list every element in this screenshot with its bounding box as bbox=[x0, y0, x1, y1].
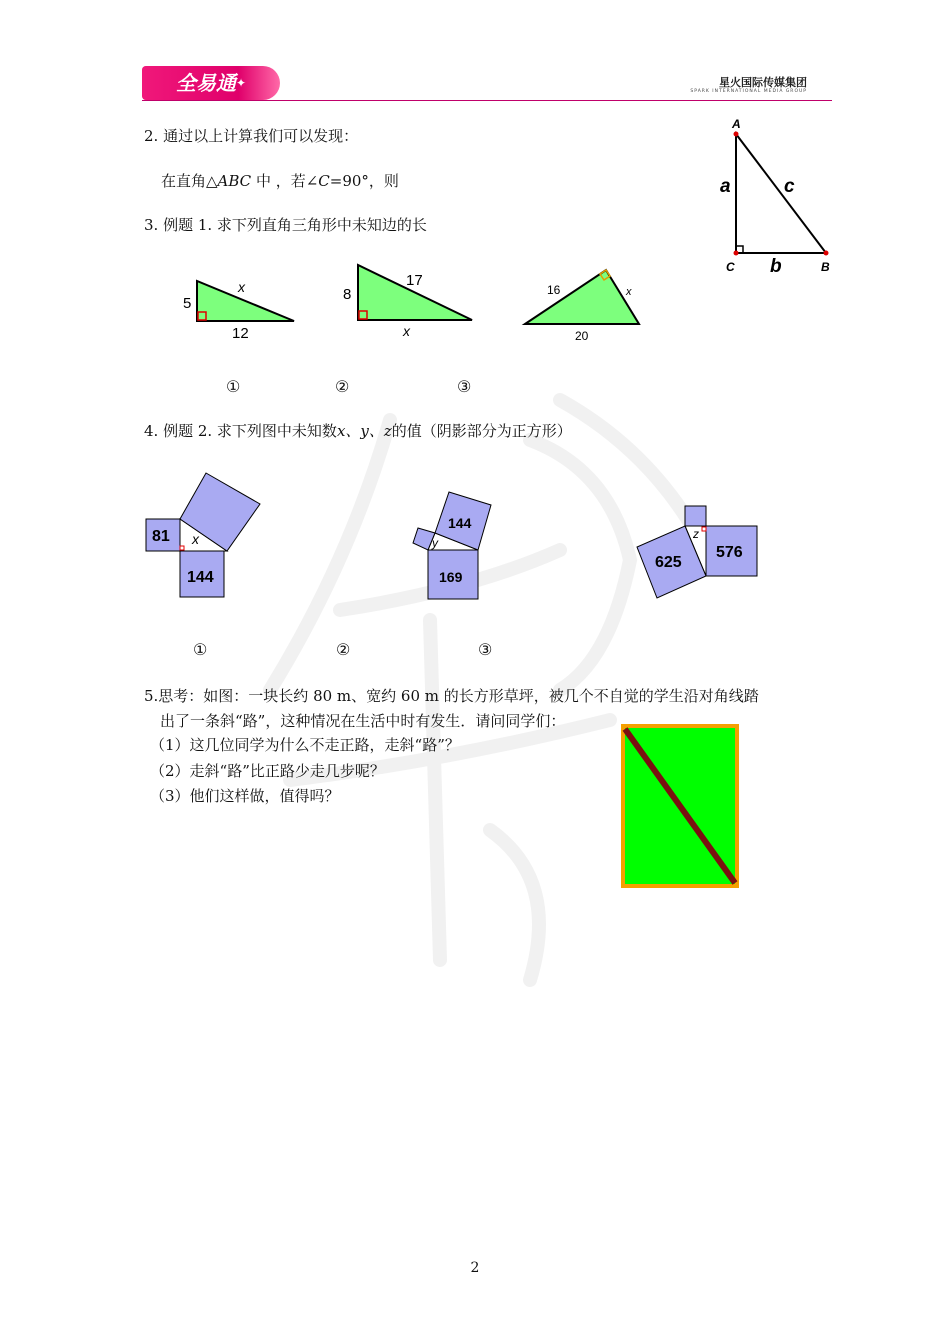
side-a-label: a bbox=[720, 176, 731, 197]
logo-text: 全易通 bbox=[175, 71, 236, 95]
fig1-var-label: x bbox=[192, 531, 199, 547]
side-c-label: c bbox=[784, 176, 795, 197]
logo: 全易通✦ bbox=[142, 66, 280, 100]
watermark-graphic bbox=[230, 360, 790, 1000]
tri2-leg-label: 8 bbox=[343, 286, 352, 303]
fig3-square2-label: 576 bbox=[716, 544, 743, 561]
vertex-b-label: B bbox=[821, 260, 830, 274]
tri1-base-label: 12 bbox=[232, 325, 249, 342]
fig1-square1-label: 81 bbox=[152, 528, 170, 545]
fig3-square1-label: 625 bbox=[655, 554, 682, 571]
section4-title: 4. 例题 2. 求下列图中未知数x、y、z的值（阴影部分为正方形） bbox=[144, 422, 572, 440]
tri1-leg-label: 5 bbox=[183, 295, 192, 312]
example1-triangle-3 bbox=[520, 265, 650, 345]
example2-label-1: ① bbox=[193, 640, 208, 659]
brand-subtitle: SPARK INTERNATIONAL MEDIA GROUP bbox=[690, 89, 807, 94]
page-number: 2 bbox=[470, 1260, 480, 1276]
section5-question3: （3）他们这样做，值得吗？ bbox=[150, 787, 340, 805]
fig1-square2-label: 144 bbox=[187, 569, 214, 586]
section2-line2: 在直角△ABC 中 ，若∠C=90°，则 bbox=[161, 172, 399, 190]
tri2-base-label: x bbox=[403, 323, 410, 339]
fig2-square2-label: 169 bbox=[439, 569, 463, 585]
fig3-var-label: z bbox=[693, 527, 699, 541]
example2-figure-3 bbox=[630, 500, 765, 605]
lawn-diagram bbox=[620, 723, 742, 889]
section5-line1: 5.思考：如图：一块长约 80 m、宽约 60 m 的长方形草坪，被几个不自觉的学生沿对角线踏 bbox=[144, 687, 759, 705]
section5-question1: （1）这几位同学为什么不走正路，走斜“路”？ bbox=[150, 736, 460, 754]
reference-triangle bbox=[710, 112, 840, 277]
example1-triangle-1 bbox=[170, 265, 310, 345]
example2-label-3: ③ bbox=[478, 640, 493, 659]
example2-label-2: ② bbox=[336, 640, 351, 659]
example1-label-2: ② bbox=[335, 377, 350, 396]
example1-triangle-2 bbox=[338, 262, 478, 342]
section2-line1: 2. 通过以上计算我们可以发现： bbox=[144, 127, 359, 145]
brand-name: 星火国际传媒集团 bbox=[719, 76, 807, 89]
tri2-hyp-label: 17 bbox=[406, 272, 423, 289]
header-divider bbox=[142, 100, 832, 101]
fig2-var-label: y bbox=[432, 536, 438, 550]
side-b-label: b bbox=[770, 256, 782, 277]
section5-question2: （2）走斜“路”比正路少走几步呢？ bbox=[150, 762, 385, 780]
tri3-right-label: x bbox=[626, 286, 632, 298]
example2-figure-1 bbox=[140, 465, 270, 605]
example1-label-1: ① bbox=[226, 377, 241, 396]
tri3-base-label: 20 bbox=[575, 329, 589, 343]
vertex-a-label: A bbox=[732, 117, 741, 131]
section5-line2: 出了一条斜“路”，这种情况在生活中时有发生．请问同学们： bbox=[160, 712, 566, 730]
example2-figure-2 bbox=[405, 485, 515, 605]
section3-title: 3. 例题 1. 求下列直角三角形中未知边的长 bbox=[144, 216, 427, 234]
vertex-c-label: C bbox=[726, 260, 735, 274]
tri1-hyp-label: x bbox=[238, 279, 245, 295]
fig2-square1-label: 144 bbox=[448, 515, 472, 531]
example1-label-3: ③ bbox=[457, 377, 472, 396]
tri3-left-label: 16 bbox=[547, 283, 561, 297]
